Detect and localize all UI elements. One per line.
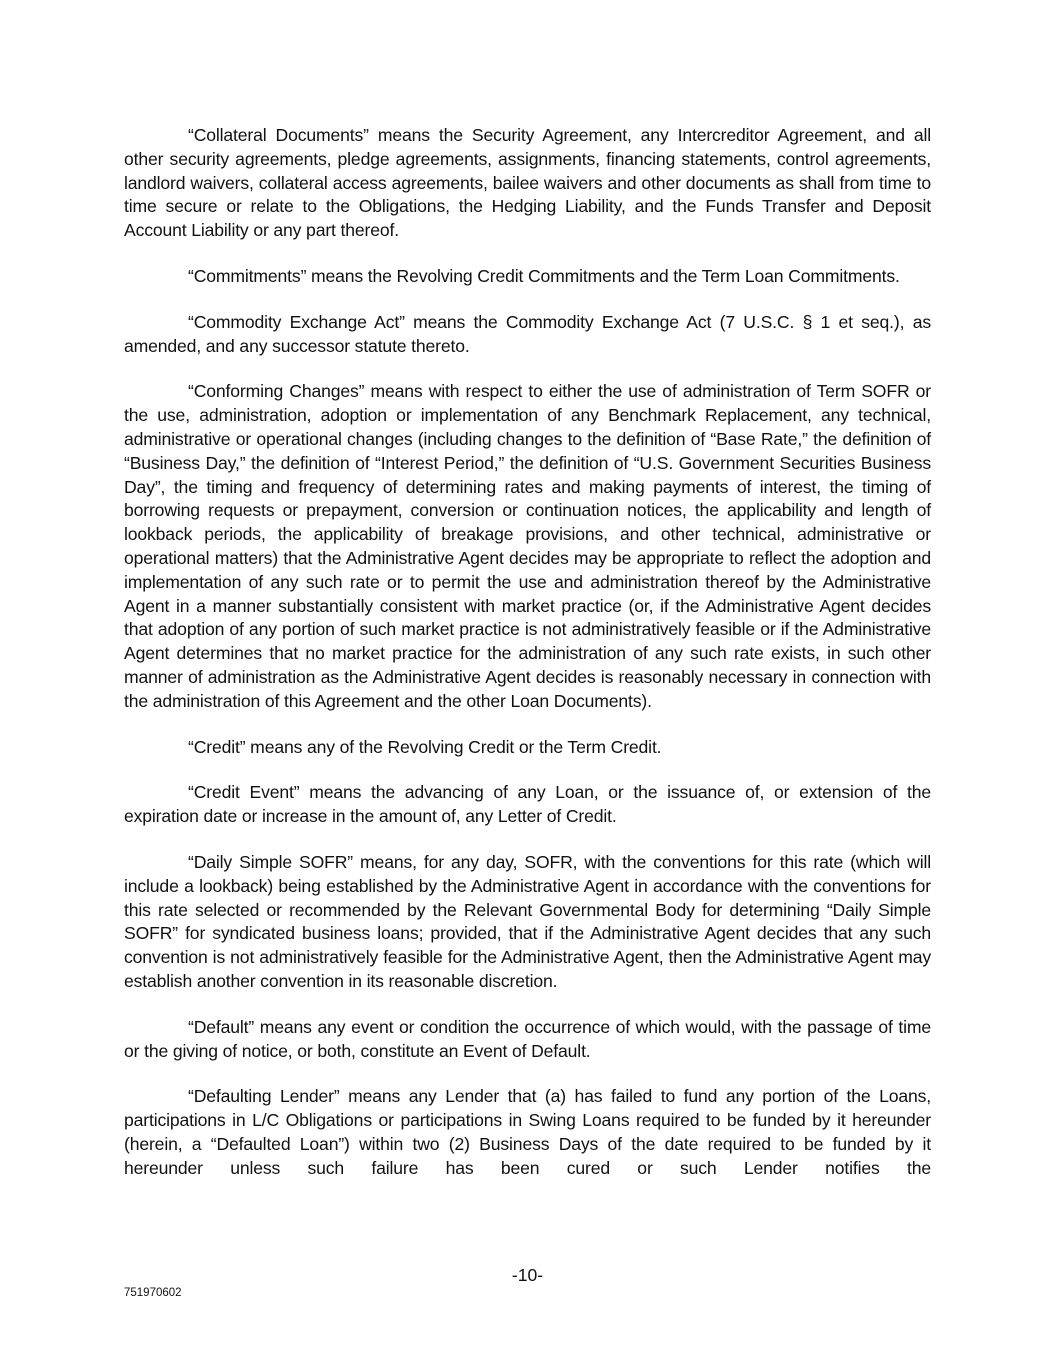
definition-commitments: “Commitments” means the Revolving Credit Commitments and the Term Loan Commitments. — [188, 265, 900, 286]
document-id: 751970602 — [124, 1287, 182, 1299]
definition-daily-simple-sofr: “Daily Simple SOFR” means, for any day, SOFR, with the conventions for this rate (which will include a lookback) being established by the Administrative Agent in accordance with the conventions for this rate selected or recommended by the Relevant Governmental Body for determining “Daily Simple SOFR” for syndicated business loans; provided, that if the Administrative Agent decides that any such convention is not administratively feasible for the Administrative Agent, then the Administrative Agent may establish another convention in its reasonable discretion. — [124, 851, 931, 991]
definition-conforming-changes: “Conforming Changes” means with respect to either the use of administration of Term SOFR or the use, administration, adoption or implementation of any Benchmark Replacement, any technical, administrative or operational changes (including changes to the definition of “Base Rate,” the definition of “Business Day,” the definition of “Interest Period,” the definition of “U.S. Government Securities Business Day”, the timing and frequency of determining rates and making payments of interest, the timing of borrowing requests or prepayment, conversion or continuation notices, the applicability and length of lookback periods, the applicability of breakage provisions, and other technical, administrative or operational matters) that the Administrative Agent decides may be appropriate to reflect the adoption and implementation of any such rate or to permit the use and administration thereof by the Administrative Agent in a manner substantially consistent with market practice (or, if the Administrative Agent decides that adoption of any portion of such market practice is not administratively feasible or if the Administrative Agent determines that no market practice for the administration of any such rate exists, in such other manner of administration as the Administrative Agent decides is reasonably necessary in connection with the administration of this Agreement and the other Loan Documents). — [124, 381, 931, 711]
document-body — [124, 124, 931, 1202]
definition-credit: “Credit” means any of the Revolving Credit or the Term Credit. — [188, 736, 662, 757]
definition-defaulting-lender: “Defaulting Lender” means any Lender that (a) has failed to fund any portion of the Loans, participations in L/C Obligations or participations in Swing Loans required to be funded by it hereunder (herein, a “Defaulted Loan”) within two (2) Business Days of the date required to be funded by it hereunder unless such failure has been cured or such Lender notifies the — [124, 1086, 931, 1178]
definition-default: “Default” means any event or condition the occurrence of which would, with the passage of time or the giving of notice, or both, constitute an Event of Default. — [124, 1016, 931, 1061]
page-number: -10- — [511, 1265, 544, 1285]
definition-commodity-exchange-act: “Commodity Exchange Act” means the Commodity Exchange Act (7 U.S.C. § 1 et seq.), as amended, and any successor statute thereto. — [124, 311, 931, 356]
definition-credit-event: “Credit Event” means the advancing of any Loan, or the issuance of, or extension of the expiration date or increase in the amount of, any Letter of Credit. — [124, 782, 931, 827]
definition-collateral-documents: “Collateral Documents” means the Security Agreement, any Intercreditor Agreement, and all other security agreements, pledge agreements, assignments, financing statements, control agreements, landlord waivers, collateral access agreements, bailee waivers and other documents as shall from time to time secure or relate to the Obligations, the Hedging Liability, and the Funds Transfer and Deposit Account Liability or any part thereof. — [124, 125, 931, 241]
